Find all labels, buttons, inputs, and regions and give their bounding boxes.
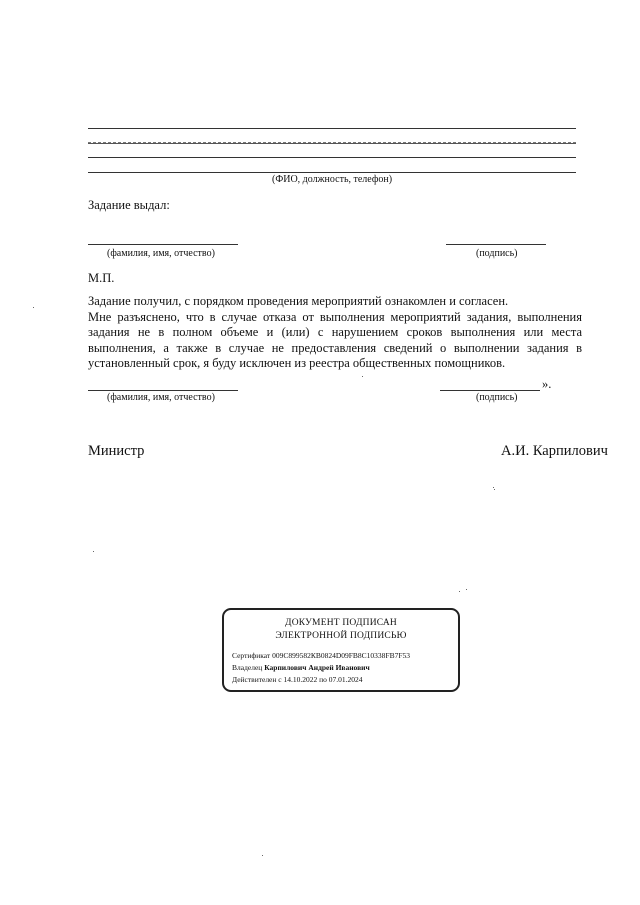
receiver-line-4: выполнения, а также в случае не предоставления сведений о выполнении задания в <box>88 340 582 355</box>
valid-to-date: 07.01.2024 <box>328 675 363 684</box>
speck <box>466 589 467 590</box>
speck <box>494 489 495 490</box>
issuer-label: Задание выдал: <box>88 198 170 212</box>
speck <box>33 307 34 308</box>
fio-caption: (ФИО, должность, телефон) <box>272 174 393 185</box>
receiver-statement <box>88 294 582 372</box>
speck <box>262 855 263 856</box>
receiver-line-1: Задание получил, с порядком проведения мероприятий ознакомлен и согласен. <box>88 294 509 308</box>
receiver-line-5: установленный срок, я буду исключен из реестра общественных помощников. <box>88 356 506 370</box>
receiver-name-line <box>88 390 238 391</box>
certificate-label: Сертификат <box>232 651 271 660</box>
blank-line-1 <box>88 128 576 129</box>
issuer-name-line <box>88 244 238 245</box>
certificate-value: 009С899582КВ0824D09FB8C10338FB7F53 <box>272 651 411 660</box>
stamp-title-line-1: ДОКУМЕНТ ПОДПИСАН <box>285 618 397 628</box>
issuer-signature-caption: (подпись) <box>476 248 518 259</box>
valid-from-prefix: с <box>278 675 282 684</box>
speck <box>93 551 94 552</box>
receiver-line-2: Мне разъяснено, что в случае отказа от выполнения мероприятий задания, выполнения <box>88 309 582 324</box>
speck <box>493 487 494 488</box>
blank-line-3 <box>88 157 576 158</box>
signatory-position: Министр <box>88 443 145 459</box>
issuer-name-caption: (фамилия, имя, отчество) <box>107 248 215 259</box>
seal-label: М.П. <box>88 271 115 285</box>
valid-label: Действителен <box>232 675 277 684</box>
valid-to-prefix: по <box>319 675 327 684</box>
stamp-owner-row <box>232 663 370 672</box>
blank-line-2 <box>88 143 576 144</box>
blank-line-4 <box>88 172 576 173</box>
owner-label: Владелец <box>232 663 263 672</box>
receiver-quote-mark: ». <box>542 377 552 391</box>
issuer-signature-line <box>446 244 546 245</box>
valid-from-date: 14.10.2022 <box>283 675 318 684</box>
speck <box>362 376 363 377</box>
stamp-certificate-row <box>232 651 410 660</box>
receiver-signature-caption: (подпись) <box>476 392 518 403</box>
receiver-line-3: задания не в полном объеме и (или) с нарушением сроков выполнения или места <box>88 325 582 339</box>
owner-value: Карпилович Андрей Иванович <box>264 663 370 672</box>
stamp-validity-row <box>232 675 363 684</box>
signatory-name: А.И. Карпилович <box>501 443 608 459</box>
stamp-title-line-2: ЭЛЕКТРОННОЙ ПОДПИСЬЮ <box>275 631 407 641</box>
receiver-name-caption: (фамилия, имя, отчество) <box>107 392 215 403</box>
speck <box>459 591 460 592</box>
electronic-signature-stamp <box>222 608 460 692</box>
receiver-signature-line <box>440 390 540 391</box>
